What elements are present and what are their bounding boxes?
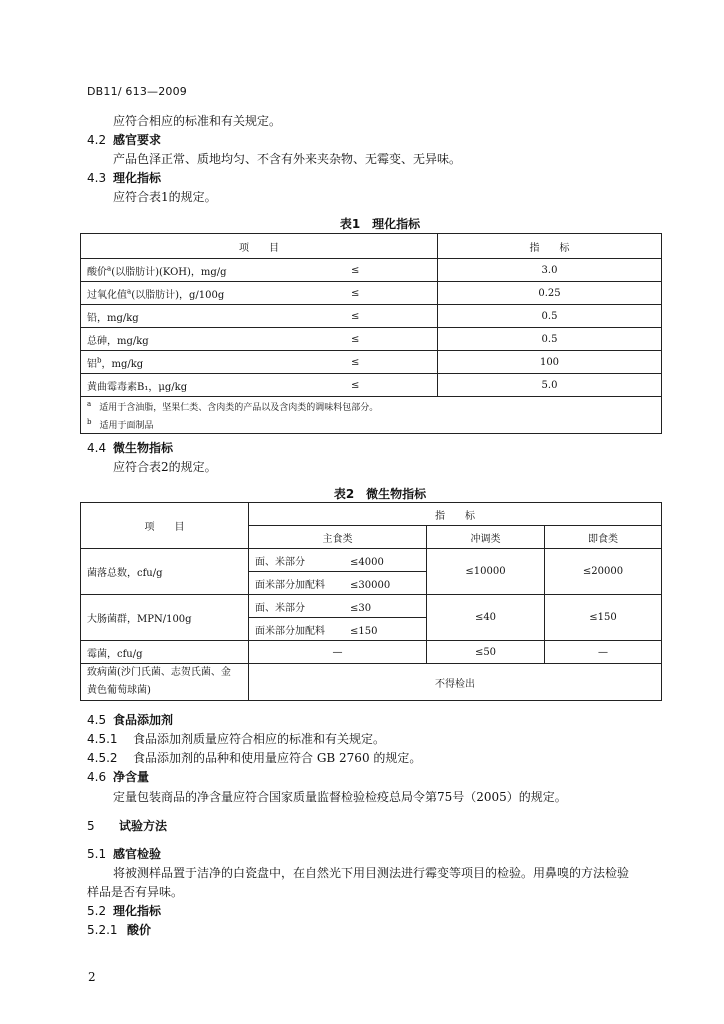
table-row [81,595,662,618]
paragraph: 定量包装商品的净含量应符合国家质量监督检验检疫总局令第75号（2005）的规定。 [113,790,567,804]
table-cell: ≤40 [427,595,545,641]
table-cell: 0.25 [438,282,662,305]
table-cell: 酸价$^a$(以脂肪计)(KOH)，mg/g [81,259,304,282]
section-heading-5-2-1: 5.2.1 酸价 [87,923,152,937]
table-header-cell: 主食类 [249,526,427,549]
paragraph: 应符合相应的标准和有关规定。 [113,114,282,128]
section-heading-5-2: 5.2 理化指标 [87,904,162,918]
table-row [81,259,662,282]
table-header-cell: 冲调类 [427,526,545,549]
table-cell: 面米部分加配料 ≤30000 [249,572,427,595]
paragraph: 应符合表2的规定。 [113,460,217,474]
table-cell: ≤20000 [545,549,662,595]
section-heading-5-1: 5.1 感官检验 [87,847,162,861]
table-row [81,374,662,397]
table-row [81,351,662,374]
table-cell: 致病菌(沙门氏菌、志贺氏菌、金 黄色葡萄球菌) [81,664,249,701]
table-cell: 不得检出 [249,664,662,701]
section-heading-4-6: 4.6 净含量 [87,770,150,784]
table-header-cell: 指 标 [249,503,662,526]
table1-physicochemical [80,233,662,434]
paragraph-continuation: 样品是否有异味。 [87,885,184,899]
table-cell: 菌落总数，cfu/g [81,549,249,595]
table-header-row [81,503,662,526]
table-cell: 黄曲霉毒素B₁，μg/kg [81,374,304,397]
table-cell: 铅，mg/kg [81,305,304,328]
table-header-cell: 指 标 [438,234,662,259]
table-cell: ≤ [303,351,438,374]
page-number: 2 [88,970,96,984]
clause-4-5-1: 4.5.1 食品添加剂质量应符合相应的标准和有关规定。 [87,732,386,746]
table-cell: ≤10000 [427,549,545,595]
document-header: DB11/ 613—2009 [87,85,188,98]
clause-4-5-2: 4.5.2 食品添加剂的品种和使用量应符合 GB 2760 的规定。 [87,751,422,765]
section-heading-4-3: 4.3 理化指标 [87,171,162,185]
table-row [81,641,662,664]
section-heading-4-2: 4.2 感官要求 [87,133,162,147]
table-cell: 0.5 [438,328,662,351]
table-header-cell: 项 目 [81,503,249,549]
paragraph: 将被测样品置于洁净的白瓷盘中，在自然光下用目测法进行霉变等项目的检验。用鼻嗅的方法检验 [113,866,630,880]
table-cell: ≤ [303,374,438,397]
section-heading-4-5: 4.5 食品添加剂 [87,713,174,727]
table-cell: 5.0 [438,374,662,397]
table-cell: 100 [438,351,662,374]
table-cell: ≤ [303,259,438,282]
paragraph: 应符合表1的规定。 [113,190,217,204]
table-row [81,282,662,305]
footnote-a: $^a$ 适用于含油脂，坚果仁类、含肉类的产品以及含肉类的调味料包部分。 [81,397,662,416]
section-heading-5: 5 试验方法 [87,819,168,833]
table-cell: 3.0 [438,259,662,282]
table-footnote [81,415,662,434]
table-cell: 霉菌，cfu/g [81,641,249,664]
table-cell: ≤ [303,328,438,351]
table-cell: 过氧化值$^a$(以脂肪计)，g/100g [81,282,304,305]
table1-caption: 表1 理化指标 [339,217,421,231]
footnote-b: $^b$ 适用于面制品 [81,415,662,434]
table-cell: 面米部分加配料 ≤150 [249,618,427,641]
table-cell: ≤ [303,305,438,328]
table-cell: 面、米部分 ≤4000 [249,549,427,572]
table2-caption: 表2 微生物指标 [333,487,427,501]
table-cell: ≤ [303,282,438,305]
table-header-row [81,234,662,259]
table-row [81,328,662,351]
table2-microbiological [80,502,662,701]
table-cell: — [249,641,427,664]
table-cell: — [545,641,662,664]
table-row [81,305,662,328]
paragraph: 产品色泽正常、质地均匀、不含有外来夹杂物、无霉变、无异味。 [113,152,462,166]
table-header-cell: 项 目 [81,234,438,259]
table-cell: 0.5 [438,305,662,328]
table-footnote [81,397,662,416]
table-cell: 铝$^b$，mg/kg [81,351,304,374]
table-header-cell: 即食类 [545,526,662,549]
table-cell: 总砷，mg/kg [81,328,304,351]
table-cell: ≤150 [545,595,662,641]
table-cell: 大肠菌群，MPN/100g [81,595,249,641]
table-cell: 面、米部分 ≤30 [249,595,427,618]
section-heading-4-4: 4.4 微生物指标 [87,441,174,455]
table-row [81,549,662,572]
table-cell: ≤50 [427,641,545,664]
table-row [81,664,662,701]
